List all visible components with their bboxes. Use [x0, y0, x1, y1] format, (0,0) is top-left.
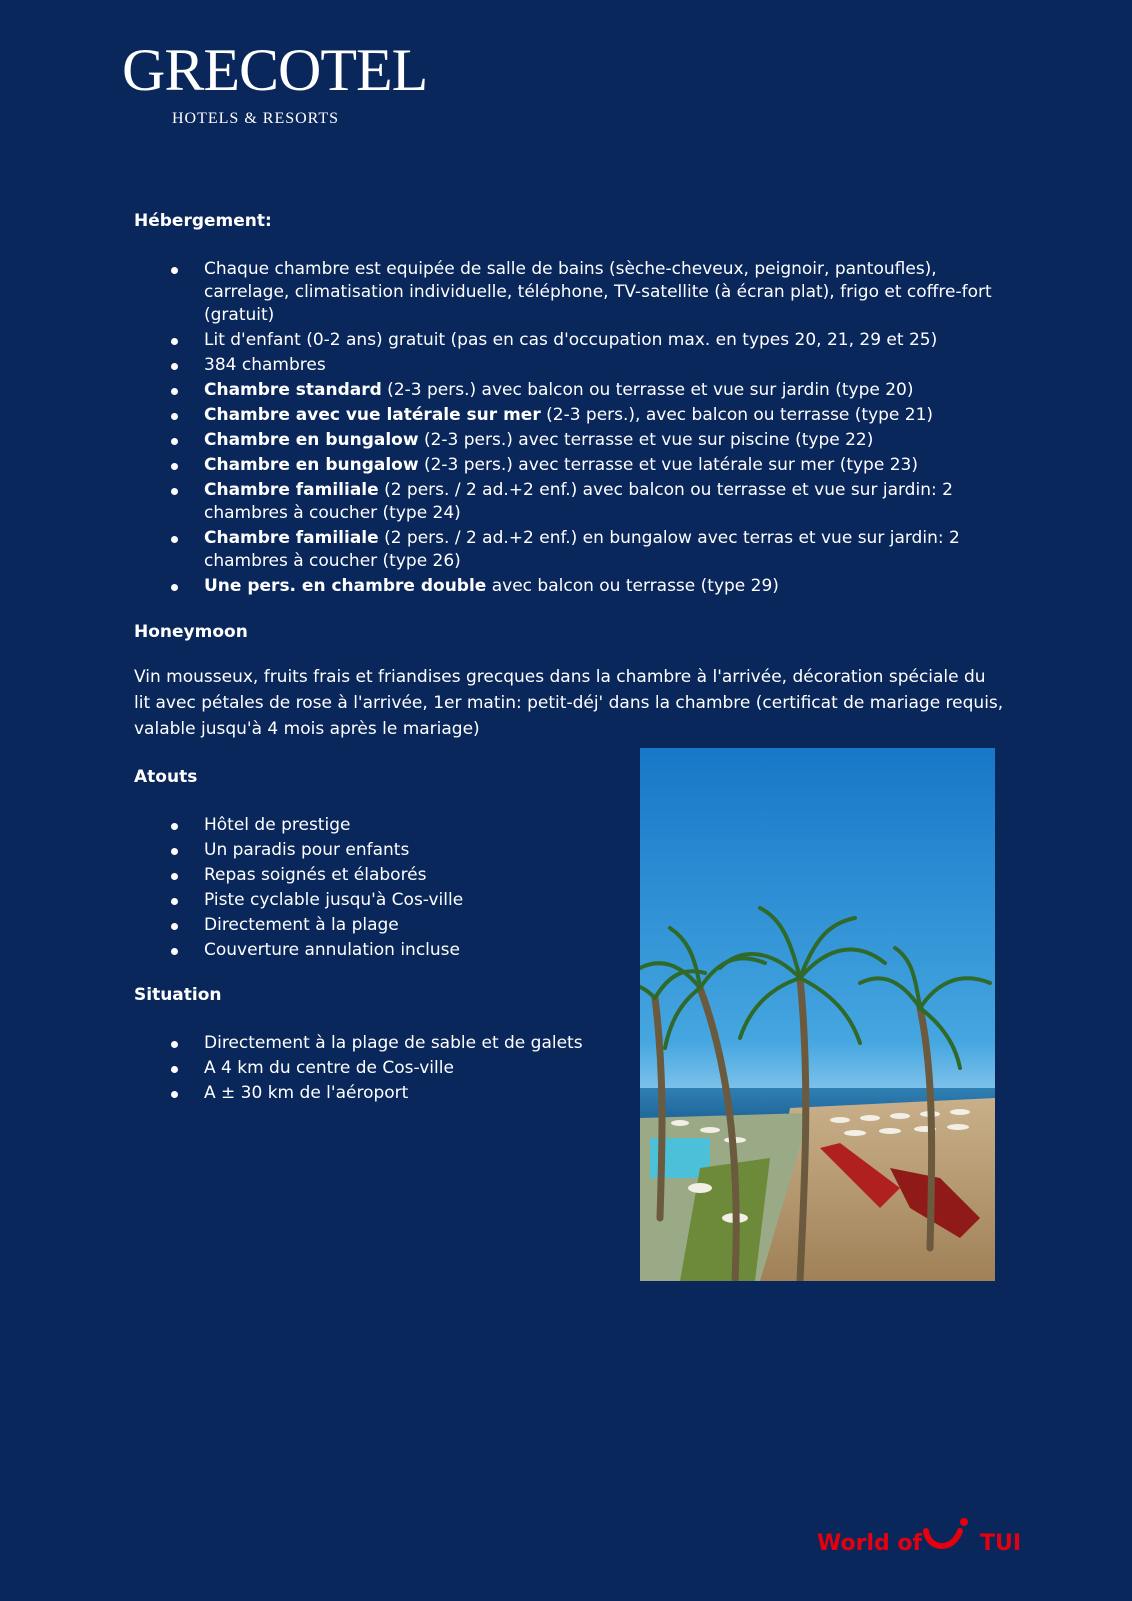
- hebergement-item-label: Chambre familiale: [204, 480, 379, 500]
- tui-prefix: World of: [817, 1531, 923, 1556]
- situation-item: A 4 km du centre de Cos-ville: [134, 1057, 1004, 1080]
- hotel-beach-photo: [640, 748, 995, 1281]
- hebergement-item-text: (2-3 pers.), avec balcon ou terrasse (type 21): [540, 405, 934, 425]
- tui-brand: TUI: [980, 1531, 1022, 1556]
- logo-tagline: HOTELS & RESORTS: [172, 110, 340, 127]
- atouts-item: Piste cyclable jusqu'à Cos-ville: [134, 889, 1004, 912]
- hebergement-item-text: (2 pers. / 2 ad.+2 enf.) avec balcon ou terrasse et vue sur jardin: 2 chambres à coucher (type 24): [204, 480, 953, 523]
- atouts-item: Couverture annulation incluse: [134, 939, 1004, 962]
- hebergement-list: [134, 258, 1004, 598]
- hebergement-item-label: Chambre familiale: [204, 528, 379, 548]
- hebergement-item-label: Chambre en bungalow: [204, 455, 419, 475]
- hebergement-item-text: avec balcon ou terrasse (type 29): [486, 576, 779, 596]
- hebergement-item-text: 384 chambres: [204, 355, 326, 375]
- honeymoon-text: Vin mousseux, fruits frais et friandises grecques dans la chambre à l'arrivée, décoration spéciale du lit avec pétales de rose à l'arrivée, 1er matin: petit-déj' dans la chambre (certificat de mariage requis, valable jusqu'à 4 mois après le mariage): [134, 667, 1004, 739]
- hebergement-item-text: (2-3 pers.) avec terrasse et vue latérale sur mer (type 23): [418, 455, 918, 475]
- logo-wordmark: GRECOTEL: [122, 37, 428, 103]
- tui-smile-icon: [922, 1517, 972, 1557]
- atouts-item: Un paradis pour enfants: [134, 839, 1004, 862]
- atouts-item: Directement à la plage: [134, 914, 1004, 937]
- hebergement-item: [134, 454, 1004, 477]
- hebergement-item-text: (2-3 pers.) avec terrasse et vue sur piscine (type 22): [418, 430, 874, 450]
- hebergement-item: [134, 429, 1004, 452]
- hebergement-item-label: Une pers. en chambre double: [204, 576, 487, 596]
- hebergement-item: [134, 575, 1004, 598]
- situation-item: A ± 30 km de l'aéroport: [134, 1082, 1004, 1105]
- heading-situation: Situation: [134, 985, 222, 1005]
- hebergement-item: [134, 527, 1004, 573]
- hebergement-item-label: Chambre en bungalow: [204, 430, 419, 450]
- situation-item: Directement à la plage de sable et de galets: [134, 1032, 1004, 1055]
- heading-atouts: Atouts: [134, 767, 198, 787]
- hebergement-item: [134, 354, 1004, 377]
- hebergement-item-text: Chaque chambre est equipée de salle de bains (sèche-cheveux, peignoir, pantoufles), carrelage, climatisation individuelle, téléphone, TV-satellite (à écran plat), frigo et coffre-fort (gratuit): [204, 259, 992, 325]
- heading-hebergement: Hébergement:: [134, 211, 272, 231]
- hebergement-item: [134, 479, 1004, 525]
- hebergement-item-label: Chambre standard: [204, 380, 382, 400]
- hebergement-item: [134, 329, 1004, 352]
- hebergement-item: [134, 258, 1004, 327]
- hebergement-item: [134, 379, 1004, 402]
- atouts-item: Hôtel de prestige: [134, 814, 1004, 837]
- atouts-item: Repas soignés et élaborés: [134, 864, 1004, 887]
- hebergement-item: [134, 404, 1004, 427]
- world-of-tui-logo: [817, 1517, 1022, 1557]
- hebergement-item-label: Chambre avec vue latérale sur mer: [204, 405, 541, 425]
- heading-honeymoon: Honeymoon: [134, 622, 248, 642]
- hebergement-item-text: (2 pers. / 2 ad.+2 enf.) en bungalow avec terras et vue sur jardin: 2 chambres à coucher (type 26): [204, 528, 960, 571]
- hebergement-item-text: (2-3 pers.) avec balcon ou terrasse et vue sur jardin (type 20): [381, 380, 914, 400]
- grecotel-logo: [122, 37, 432, 128]
- hebergement-item-text: Lit d'enfant (0-2 ans) gratuit (pas en cas d'occupation max. en types 20, 21, 29 et 25): [204, 330, 938, 350]
